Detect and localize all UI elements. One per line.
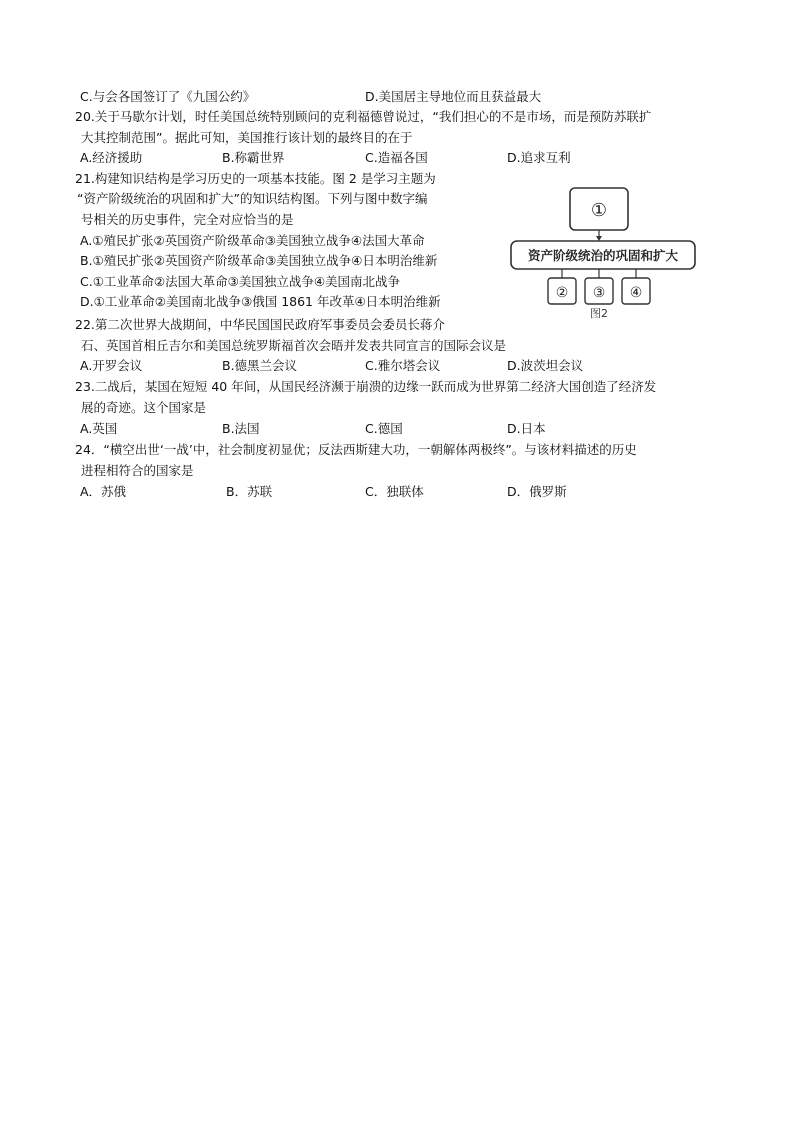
q24-option-b: B．苏联 [226,484,273,499]
q22-option-d: D.波茨坦会议 [507,358,584,373]
q21-stem-line2: “资产阶级统治的巩固和扩大”的知识结构图。下列与图中数字编 [77,191,428,206]
q22-option-c: C.雅尔塔会议 [365,358,441,373]
q23-stem-line1: 23.二战后，某国在短短 40 年间，从国民经济濒于崩溃的边缘一跃而成为世界第二经济大国创造了经济发 [75,379,657,394]
q21-option-b: B.①殖民扩张②英国资产阶级革命③美国独立战争④日本明治维新 [80,253,438,268]
q23-option-d: D.日本 [507,421,546,436]
figure-box-1-label: ① [590,200,608,221]
q23-stem-line2: 展的奇迹。这个国家是 [81,400,207,415]
q21-option-d: D.①工业革命②美国南北战争③俄国 1861 年改革④日本明治维新 [80,294,441,309]
q20-stem-line1: 20.关于马歇尔计划，时任美国总统特别顾问的克利福德曾说过，“我们担心的不是市场，而是预防苏联扩 [75,109,652,124]
q20-option-c: C.造福各国 [365,150,428,165]
q24-stem-line1: 24．“横空出世‘一战’中，社会制度初显优；反法西斯建大功，一朝解体两极终”。与该材料描述的历史 [75,442,637,457]
figure-box-3-label: ③ [592,285,606,301]
q24-stem-line2: 进程相符合的国家是 [81,463,194,478]
q20-stem-line2: 大其控制范围”。据此可知，美国推行该计划的最终目的在于 [81,130,413,145]
q24-option-a: A．苏俄 [80,484,127,499]
q21-stem-line3: 号相关的历史事件，完全对应恰当的是 [81,212,294,227]
q21-option-a: A.①殖民扩张②英国资产阶级革命③美国独立战争④法国大革命 [80,233,425,248]
q24-option-d: D．俄罗斯 [507,484,567,499]
q22-stem-line2: 石、英国首相丘吉尔和美国总统罗斯福首次会晤并发表共同宣言的国际会议是 [81,338,507,353]
q19-option-d: D.美国居主导地位而且获益最大 [365,89,542,104]
q21-option-c: C.①工业革命②法国大革命③美国独立战争④美国南北战争 [80,274,401,289]
figure-box-4-label: ④ [629,285,643,301]
q23-option-c: C.德国 [365,421,403,436]
q20-option-b: B.称霸世界 [222,150,285,165]
q24-option-c: C．独联体 [365,484,424,499]
q23-option-a: A.英国 [80,421,118,436]
knowledge-structure-figure [508,186,698,320]
figure-main-box-label: 资产阶级统治的巩固和扩大 [527,248,679,263]
figure-box-2-label: ② [555,285,569,301]
q19-option-c: C.与会各国签订了《九国公约》 [80,89,256,104]
q22-option-a: A.开罗会议 [80,358,143,373]
q20-option-a: A.经济援助 [80,150,143,165]
q21-stem-line1: 21.构建知识结构是学习历史的一项基本技能。图 2 是学习主题为 [75,171,436,186]
q22-option-b: B.德黑兰会议 [222,358,298,373]
q20-option-d: D.追求互利 [507,150,571,165]
q23-option-b: B.法国 [222,421,260,436]
q22-stem-line1: 22.第二次世界大战期间，中华民国国民政府军事委员会委员长蒋介 [75,317,445,332]
figure-caption: 图2 [590,307,608,320]
